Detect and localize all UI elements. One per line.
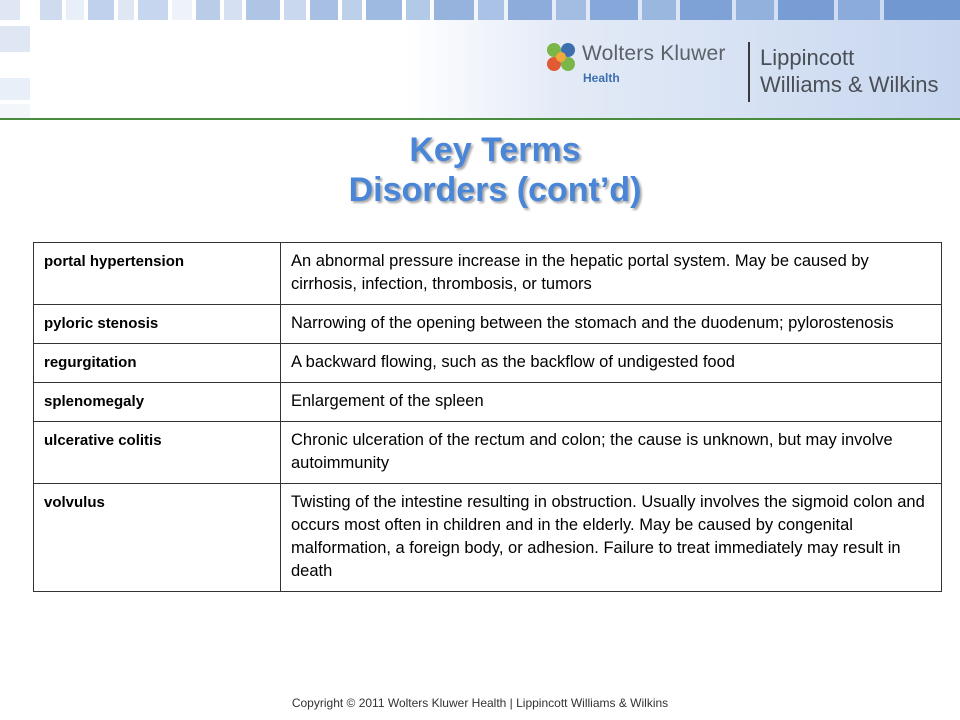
slide-title <box>0 130 960 210</box>
definition-cell: A backward flowing, such as the backflow of undigested food <box>281 344 942 383</box>
definition-cell: Narrowing of the opening between the stomach and the duodenum; pylorostenosis <box>281 305 942 344</box>
publisher-name: Wolters Kluwer <box>582 42 726 65</box>
header-rule <box>0 118 960 120</box>
slide-title-line-1: Key Terms <box>409 131 581 169</box>
division-name: Health <box>583 71 620 85</box>
key-terms-table <box>33 242 942 592</box>
copyright-footer: Copyright © 2011 Wolters Kluwer Health | Lippincott Williams & Wilkins <box>291 696 669 710</box>
slide-title-line-2: Disorders (cont’d) <box>348 171 642 209</box>
term-cell: ulcerative colitis <box>34 422 281 484</box>
decorative-square-strip <box>0 0 960 22</box>
term-cell: regurgitation <box>34 344 281 383</box>
table-row <box>34 344 942 383</box>
imprint-name <box>760 44 956 98</box>
logo-divider <box>748 42 750 102</box>
wolters-kluwer-logo-icon <box>544 40 578 74</box>
imprint-line-1: Lippincott <box>760 45 855 70</box>
table-row <box>34 243 942 305</box>
term-cell: volvulus <box>34 484 281 592</box>
decorative-square-column <box>0 22 30 120</box>
definition-cell: Chronic ulceration of the rectum and colon; the cause is unknown, but may involve autoimmunity <box>281 422 942 484</box>
table-row <box>34 305 942 344</box>
table-row <box>34 484 942 592</box>
definition-cell: Twisting of the intestine resulting in obstruction. Usually involves the sigmoid colon and occurs most often in children and in the elderly. May be caused by congenital malformation, a foreign body, or adhesion. Failure to treat immediately may result in death <box>281 484 942 592</box>
term-cell: portal hypertension <box>34 243 281 305</box>
definition-cell: Enlargement of the spleen <box>281 383 942 422</box>
definition-cell: An abnormal pressure increase in the hepatic portal system. May be caused by cirrhosis, infection, thrombosis, or tumors <box>281 243 942 305</box>
term-cell: splenomegaly <box>34 383 281 422</box>
term-cell: pyloric stenosis <box>34 305 281 344</box>
imprint-line-2: Williams & Wilkins <box>760 72 939 97</box>
table-row <box>34 383 942 422</box>
table-row <box>34 422 942 484</box>
